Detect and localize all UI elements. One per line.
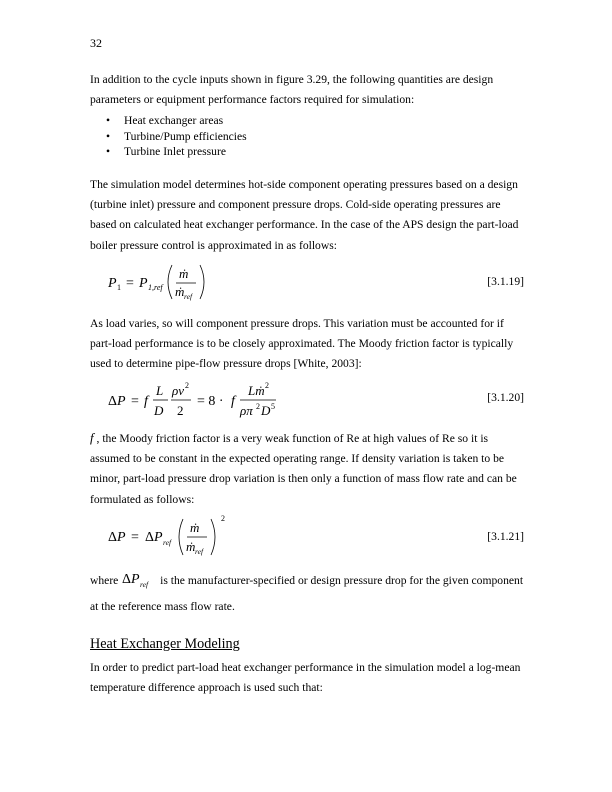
section-heading: Heat Exchanger Modeling [90, 636, 240, 652]
equation-number: [3.1.21] [487, 530, 524, 543]
model-paragraph: The simulation model determines hot-side component operating pressures based on a design (turbine inlet) pressure and component pressure drops. Cold-side operating pressures are based on calculated heat exchanger performance. In the case of the APS design the part-load boiler pressure control is approximated in as follows: [90, 178, 519, 252]
svg-text:=: = [126, 276, 134, 291]
bullet-text: Heat exchanger areas [124, 114, 224, 127]
svg-text:ref: ref [184, 292, 193, 301]
bullet-icon: • [106, 114, 111, 127]
equation-3-1-20 [90, 376, 524, 422]
svg-text:ref: ref [195, 547, 204, 556]
svg-text:ṁ: ṁ [175, 284, 185, 299]
equation-formula [90, 258, 220, 308]
bullet-text: Turbine Inlet pressure [124, 145, 226, 158]
svg-text:f: f [231, 394, 235, 409]
svg-text:1,ref: 1,ref [148, 283, 163, 292]
svg-text:=: = [131, 394, 139, 409]
bullet-icon: • [106, 129, 111, 143]
list-item [90, 113, 524, 129]
svg-text:f: f [144, 394, 148, 409]
svg-text:ṁ: ṁ [179, 266, 189, 281]
equation-number: [3.1.19] [487, 275, 524, 288]
svg-text:Lṁ: Lṁ [248, 383, 265, 398]
friction-factor-symbol: f [90, 430, 94, 445]
svg-text:2: 2 [256, 402, 260, 411]
svg-text:2: 2 [177, 403, 184, 418]
list-item [90, 144, 524, 160]
svg-text:ṁ: ṁ [190, 520, 200, 535]
bullet-icon: • [106, 145, 111, 158]
equation-number: [3.1.20] [487, 391, 524, 404]
svg-text:=: = [131, 530, 139, 545]
svg-text:5: 5 [271, 402, 275, 411]
svg-text:2: 2 [221, 514, 225, 523]
svg-text:ΔP: ΔP [108, 530, 126, 545]
bullet-text: Turbine/Pump efficiencies [124, 129, 247, 143]
equation-formula [90, 512, 230, 564]
svg-text:L: L [156, 383, 164, 398]
intro-paragraph: In addition to the cycle inputs shown in figure 3.29, the following quantities are design parameters or equipment performance factors required for simulation: [90, 73, 494, 107]
page-number: 32 [90, 36, 102, 50]
svg-text:D: D [154, 403, 164, 418]
svg-text:P: P [108, 276, 117, 291]
svg-text:ref: ref [140, 580, 149, 589]
equation-3-1-21 [90, 512, 524, 564]
hx-paragraph: In order to predict part-load heat exchanger performance in the simulation model a log-mean temperature difference approach is used such that: [90, 661, 521, 695]
bullet-list [90, 113, 524, 160]
svg-text:ṁ: ṁ [186, 539, 196, 554]
svg-text:ρv: ρv [172, 383, 185, 398]
svg-text:P: P [139, 276, 148, 291]
svg-text:ΔP: ΔP [108, 394, 126, 409]
delta-p-ref-symbol [121, 569, 157, 589]
equation-formula [90, 376, 290, 422]
svg-text:ref: ref [163, 538, 172, 547]
friction-paragraph [90, 428, 524, 510]
svg-text:ΔP: ΔP [145, 530, 163, 545]
svg-text:= 8 ·: = 8 · [197, 394, 224, 409]
svg-text:1: 1 [117, 283, 121, 292]
svg-text:2: 2 [265, 381, 269, 390]
svg-text:2: 2 [185, 381, 189, 390]
svg-text:ΔP: ΔP [122, 572, 140, 587]
equation-3-1-19 [90, 258, 524, 308]
svg-text:D: D [261, 403, 271, 418]
friction-paragraph-text: , the Moody friction factor is a very weak function of Re at high values of Re so it is assumed to be constant in the expected operating range. If density variation is taken to be minor, part-load pressure drop variation is then only a function of mass flow rate and can be formulated as follows: [90, 432, 517, 506]
where-paragraph [90, 568, 524, 620]
load-paragraph: As load varies, so will component pressure drops. This variation must be accounted for if part-load performance is to be closely approximated. The Moody friction factor is typically used to determine pipe-flow pressure drops [White, 2003]: [90, 317, 514, 371]
where-text: is the manufacturer-specified or design pressure drop for the given component at the reference mass flow rate. [90, 574, 524, 613]
list-item [90, 129, 524, 145]
svg-text:ρπ: ρπ [240, 403, 253, 418]
where-label: where [90, 574, 119, 587]
